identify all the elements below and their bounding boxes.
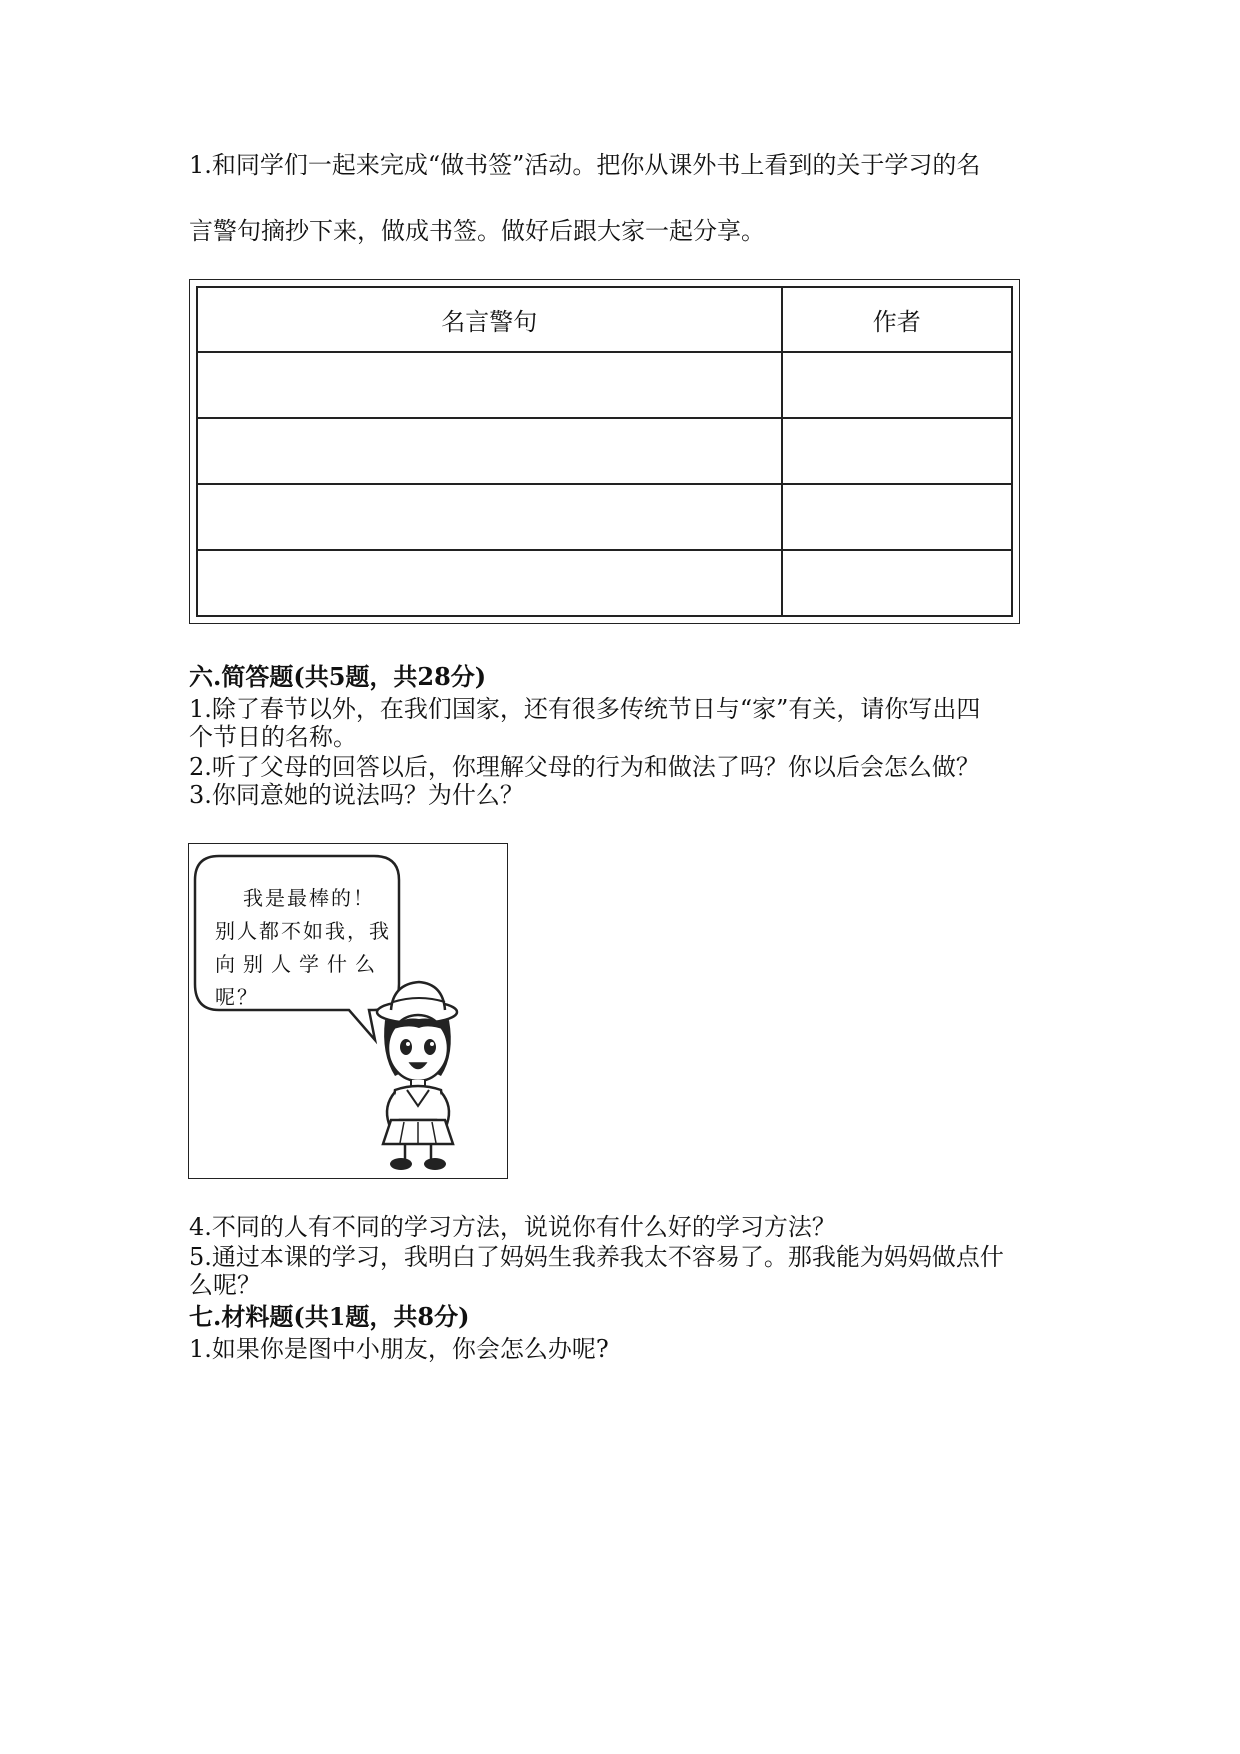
bookmark-table-frame: [189, 279, 1020, 624]
section6-q5-line2: 么呢？: [189, 1271, 261, 1299]
table-row: [197, 352, 1012, 418]
table-cell-quote[interactable]: [197, 418, 782, 484]
question-bookmark-line1: 1.和同学们一起来完成“做书签”活动。把你从课外书上看到的关于学习的名: [189, 151, 981, 179]
table-cell-author[interactable]: [782, 550, 1012, 616]
right-shoe: [424, 1158, 446, 1170]
section7-title: 七.材料题(共1题，共8分): [189, 1302, 470, 1331]
table-cell-quote[interactable]: [197, 352, 782, 418]
table-cell-author[interactable]: [782, 484, 1012, 550]
section6-title: 六.简答题(共5题，共28分): [189, 662, 487, 691]
table-row: [197, 484, 1012, 550]
table-cell-quote[interactable]: [197, 484, 782, 550]
table-row: [197, 550, 1012, 616]
table-row: [197, 418, 1012, 484]
cartoon-illustration: [188, 843, 508, 1179]
left-eye: [400, 1039, 412, 1055]
section6-q4: 4.不同的人有不同的学习方法，说说你有什么好的学习方法？: [189, 1213, 836, 1241]
speech-bubble-text: [215, 882, 405, 1014]
shirt: [391, 1086, 445, 1120]
section6-q1-line2: 个节日的名称。: [189, 723, 357, 751]
section7-q1: 1.如果你是图中小朋友，你会怎么办呢?: [189, 1335, 609, 1363]
bookmark-table: [196, 286, 1013, 617]
table-cell-quote[interactable]: [197, 550, 782, 616]
table-header-author: 作者: [782, 287, 1012, 352]
speech-line: 别人都不如我，我: [215, 919, 391, 943]
table-header-quote: 名言警句: [197, 287, 782, 352]
question-bookmark-line2: 言警句摘抄下来，做成书签。做好后跟大家一起分享。: [189, 217, 765, 245]
left-shoe: [390, 1158, 412, 1170]
speech-line: 向别人学什么: [215, 952, 383, 976]
right-eye: [424, 1039, 436, 1055]
table-cell-author[interactable]: [782, 352, 1012, 418]
section6-q2: 2.听了父母的回答以后，你理解父母的行为和做法了吗？你以后会怎么做？: [189, 753, 980, 781]
speech-line: 我是最棒的！: [243, 886, 375, 910]
section6-q1-line1: 1.除了春节以外，在我们国家，还有很多传统节日与“家”有关，请你写出四: [189, 695, 981, 723]
section6-q3: 3.你同意她的说法吗？为什么？: [189, 781, 524, 809]
table-cell-author[interactable]: [782, 418, 1012, 484]
table-header-row: [197, 287, 1012, 352]
speech-line: 呢？: [215, 985, 259, 1009]
section6-q5-line1: 5.通过本课的学习，我明白了妈妈生我养我太不容易了。那我能为妈妈做点什: [189, 1243, 1004, 1271]
